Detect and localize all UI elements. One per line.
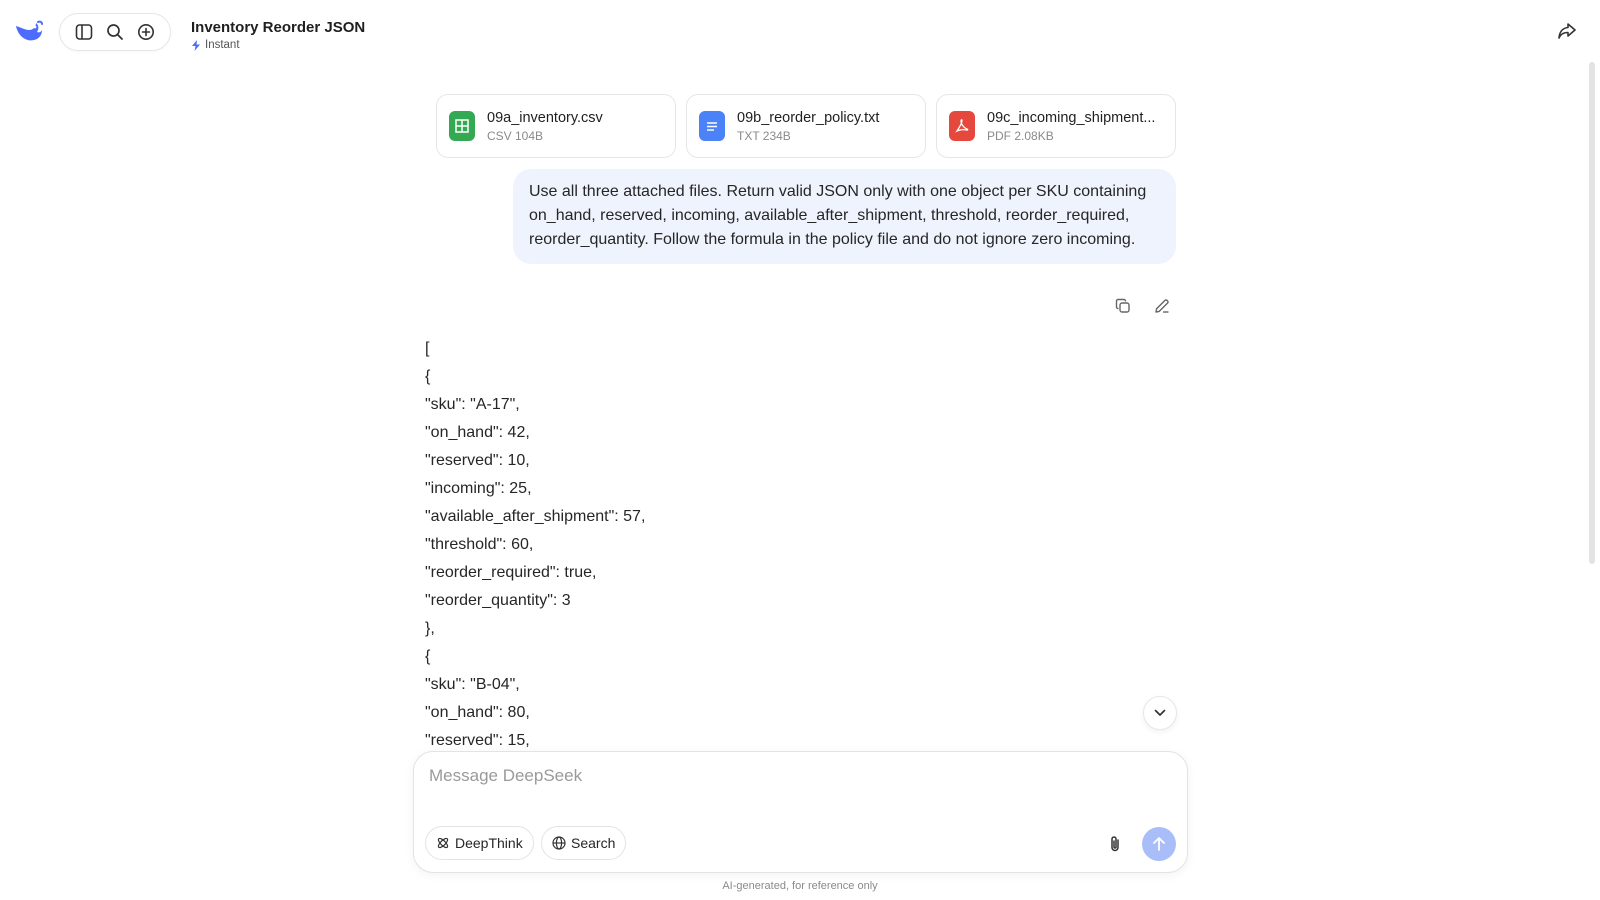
sidebar-toggle-button[interactable]: [71, 19, 97, 45]
share-button[interactable]: [1554, 18, 1580, 44]
share-icon: [1558, 23, 1576, 39]
response-line: "threshold": 60,: [425, 536, 534, 553]
user-message-bubble: Use all three attached files. Return valid JSON only with one object per SKU containing on_hand, reserved, incoming, available_after_shipment, threshold, reorder_required, reorder_quantity. Follow the formula in the policy file and do not ignore zero incoming.: [513, 169, 1176, 264]
response-line: "on_hand": 80,: [425, 704, 530, 721]
search-icon: [106, 23, 124, 41]
attach-file-button[interactable]: [1104, 833, 1126, 855]
attachment-meta: CSV 104B: [487, 128, 544, 143]
attachment-card[interactable]: [936, 94, 1176, 158]
copy-message-button[interactable]: [1113, 296, 1133, 316]
message-composer: [413, 751, 1188, 873]
message-actions: [1113, 296, 1172, 316]
response-line: "reorder_required": true,: [425, 564, 597, 581]
attachment-card[interactable]: [686, 94, 926, 158]
assistant-response: [425, 335, 1165, 750]
ai-disclaimer: AI-generated, for reference only: [722, 880, 878, 892]
response-line: "sku": "B-04",: [425, 676, 520, 693]
globe-icon: [552, 836, 566, 850]
response-line: {: [425, 368, 431, 385]
chat-title: Inventory Reorder JSON: [191, 19, 366, 36]
attachment-meta: PDF 2.08KB: [987, 128, 1054, 143]
sidebar-icon: [75, 23, 93, 41]
deepthink-toggle[interactable]: [425, 826, 534, 860]
new-chat-button[interactable]: [133, 19, 159, 45]
attachment-name: 09c_incoming_shipment...: [987, 109, 1156, 126]
copy-icon: [1115, 298, 1131, 314]
edit-icon: [1154, 298, 1170, 314]
mode-indicator: [191, 39, 365, 51]
scroll-to-bottom-button[interactable]: [1143, 696, 1177, 730]
spreadsheet-icon: [449, 111, 475, 141]
atom-icon: [436, 836, 450, 850]
chevron-down-icon: [1154, 709, 1166, 717]
lightning-icon: [191, 40, 201, 51]
deepthink-label: DeepThink: [455, 835, 523, 851]
search-label: Search: [571, 835, 616, 851]
pdf-icon: [949, 111, 975, 141]
attachment-list: [436, 94, 1176, 158]
message-input[interactable]: [429, 766, 1129, 786]
response-line: },: [425, 620, 435, 637]
search-toggle[interactable]: [541, 826, 626, 860]
response-line: {: [425, 648, 431, 665]
response-line: "reserved": 10,: [425, 452, 530, 469]
attachment-card[interactable]: [436, 94, 676, 158]
response-line: "reserved": 15,: [425, 732, 530, 749]
arrow-up-icon: [1152, 836, 1166, 852]
response-line: "available_after_shipment": 57,: [425, 508, 646, 525]
mode-label: Instant: [205, 39, 240, 51]
text-file-icon: [699, 111, 725, 141]
deepseek-logo-icon[interactable]: [14, 18, 44, 44]
response-line: "incoming": 25,: [425, 480, 532, 497]
response-line: "reorder_quantity": 3: [425, 592, 571, 609]
header-toolbar: [59, 13, 171, 51]
response-line: "on_hand": 42,: [425, 424, 530, 441]
response-line: "sku": "A-17",: [425, 396, 520, 413]
chat-title-block: [191, 18, 365, 51]
search-button[interactable]: [102, 19, 128, 45]
response-line: [: [425, 340, 430, 357]
attachment-name: 09b_reorder_policy.txt: [737, 109, 880, 126]
paperclip-icon: [1108, 835, 1122, 853]
plus-circle-icon: [137, 23, 155, 41]
page-scrollbar[interactable]: [1589, 62, 1595, 564]
attachment-meta: TXT 234B: [737, 128, 791, 143]
edit-message-button[interactable]: [1152, 296, 1172, 316]
send-button[interactable]: [1142, 827, 1176, 861]
attachment-name: 09a_inventory.csv: [487, 109, 603, 126]
